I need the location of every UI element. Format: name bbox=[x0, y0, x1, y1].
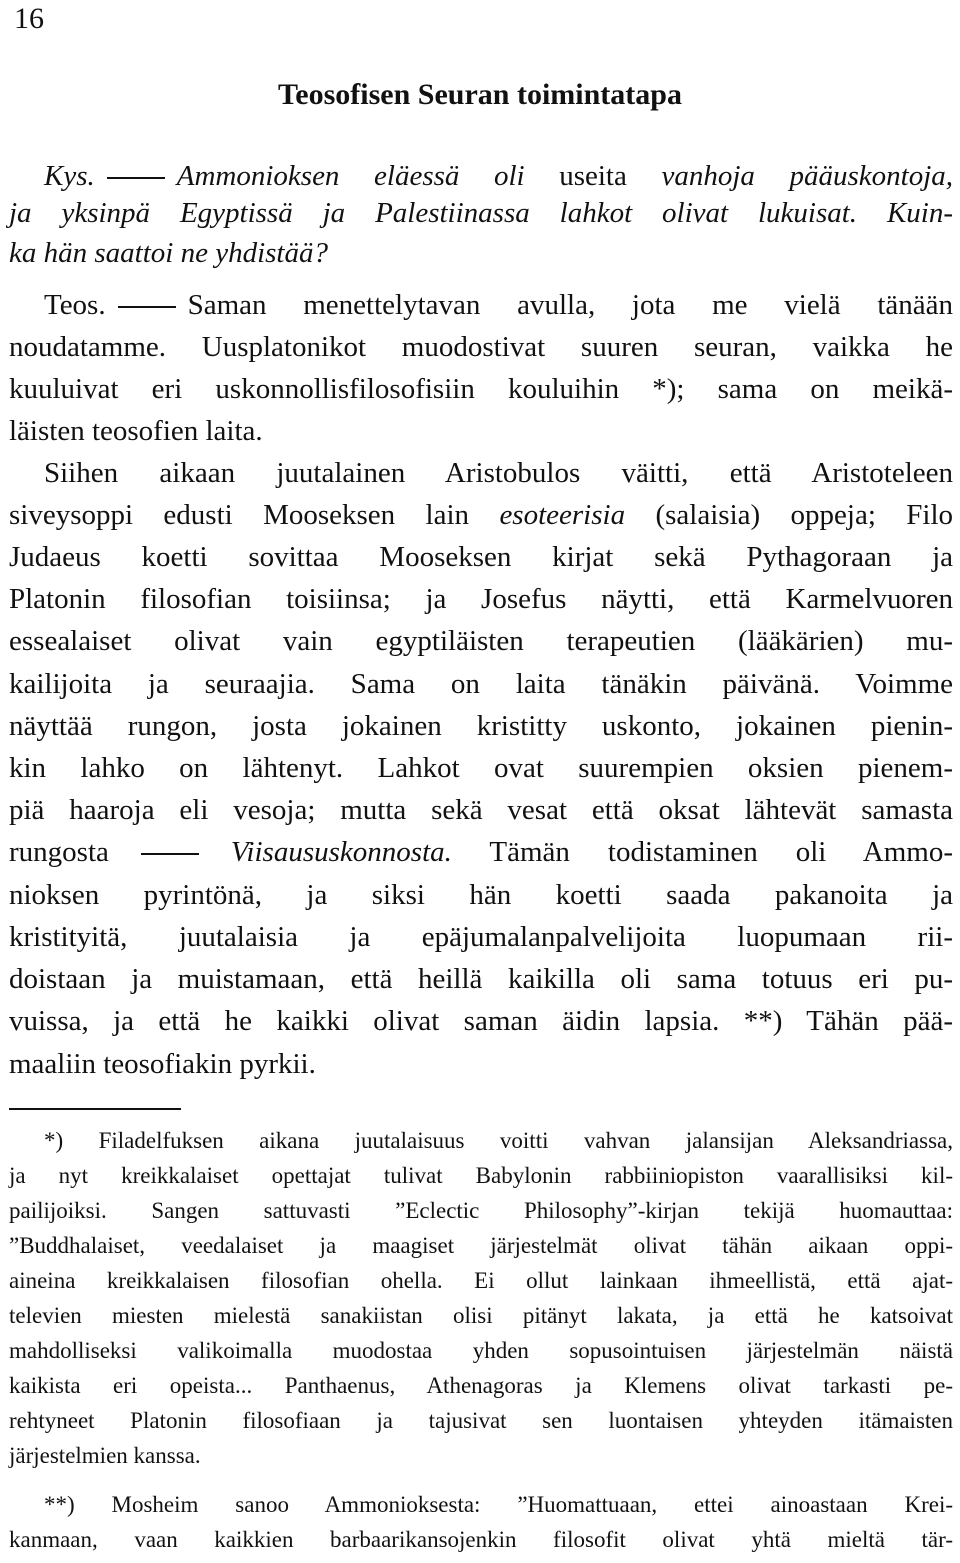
footnote-line: mahdolliseksi valikoimalla muodostaa yhden sopusointuisen järjestelmän näistä bbox=[9, 1338, 953, 1363]
em-dash bbox=[118, 306, 176, 308]
body-line: ja yksinpä Egyptissä ja Palestiinassa lahkot olivat lukuisat. Kuin- bbox=[9, 197, 953, 229]
footnote-line: *) Filadelfuksen aikana juutalaisuus voitti vahvan jalansijan Aleksandriassa, bbox=[44, 1128, 953, 1153]
body-line: Platonin filosofian toisiinsa; ja Josefus näytti, että Karmelvuoren bbox=[9, 583, 953, 615]
footnote-line: pailijoiksi. Sangen sattuvasti ”Eclectic Philosophy”-kirjan tekijä huomauttaa: bbox=[9, 1198, 953, 1223]
footnote-line: järjestelmien kanssa. bbox=[9, 1443, 201, 1468]
body-line: maaliin teosofiakin pyrkii. bbox=[9, 1048, 316, 1080]
footnote-line: ja nyt kreikkalaiset opettajat tulivat Babylonin rabbiiniopiston vaarallisiksi kil- bbox=[9, 1163, 953, 1188]
section-title: Teosofisen Seuran toimintatapa bbox=[278, 78, 682, 111]
em-dash bbox=[141, 853, 199, 855]
footnote-line: kanmaan, vaan kaikkien barbaarikansojenkin filosofit olivat yhtä mieltä tär- bbox=[9, 1527, 953, 1552]
footnote-line: kaikista eri opeista... Panthaenus, Athenagoras ja Klemens olivat tarkasti pe- bbox=[9, 1373, 953, 1398]
body-line: kuuluivat eri uskonnollisfilosofisiin kouluihin *); sama on meikä- bbox=[9, 373, 953, 405]
body-line: essealaiset olivat vain egyptiläisten terapeutien (lääkärien) mu- bbox=[9, 625, 953, 657]
page-number: 16 bbox=[14, 2, 44, 35]
body-line: doistaan ja muistamaan, että heillä kaikilla oli sama totuus eri pu- bbox=[9, 963, 953, 995]
body-line: vuissa, ja että he kaikki olivat saman äidin lapsia. **) Tähän pää- bbox=[9, 1005, 953, 1037]
body-line: ka hän saattoi ne yhdistää? bbox=[9, 237, 328, 269]
footnote-line: rehtyneet Platonin filosofiaan ja tajusivat sen luontaisen yhteyden itämaisten bbox=[9, 1408, 953, 1433]
body-line: piä haaroja eli vesoja; mutta sekä vesat että oksat lähtevät samasta bbox=[9, 794, 953, 826]
body-line: Teos. Saman menettelytavan avulla, jota me vielä tänään bbox=[44, 289, 953, 321]
footnote-line: **) Mosheim sanoo Ammonioksesta: ”Huomattuaan, ettei ainoastaan Krei- bbox=[44, 1492, 953, 1517]
body-line: nioksen pyrintönä, ja siksi hän koetti saada pakanoita ja bbox=[9, 879, 953, 911]
footnote-separator bbox=[9, 1108, 181, 1110]
em-dash bbox=[107, 177, 165, 179]
footnote-line: aineina kreikkalaisen filosofian ohella. Ei ollut lainkaan ihmeellistä, että ajat- bbox=[9, 1268, 953, 1293]
footnote-line: ”Buddhalaiset, veedalaiset ja maagiset järjestelmät olivat tähän aikaan oppi- bbox=[9, 1233, 953, 1258]
body-line: läisten teosofien laita. bbox=[9, 415, 263, 447]
body-line: Kys. Ammonioksen eläessä oli useita vanhoja pääuskontoja, bbox=[44, 160, 953, 192]
body-line: Judaeus koetti sovittaa Mooseksen kirjat sekä Pythagoraan ja bbox=[9, 541, 953, 573]
body-line: siveysoppi edusti Mooseksen lain esoteerisia (salaisia) oppeja; Filo bbox=[9, 499, 954, 531]
body-line: näyttää rungon, josta jokainen kristitty uskonto, jokainen pienin- bbox=[9, 710, 953, 742]
footnote-line: televien miesten mielestä sanakiistan olisi pitänyt lakata, ja että he katsoivat bbox=[9, 1303, 953, 1328]
body-line: Siihen aikaan juutalainen Aristobulos väitti, että Aristoteleen bbox=[44, 457, 953, 489]
body-line: noudatamme. Uusplatonikot muodostivat suuren seuran, vaikka he bbox=[9, 331, 953, 363]
body-line: kristityitä, juutalaisia ja epäjumalanpalvelijoita luopumaan rii- bbox=[9, 921, 953, 953]
body-line: kin lahko on lähtenyt. Lahkot ovat suurempien oksien pienem- bbox=[9, 752, 953, 784]
body-line: rungosta Viisaususkonnosta. Tämän todistaminen oli Ammo- bbox=[9, 836, 953, 868]
body-line: kailijoita ja seuraajia. Sama on laita tänäkin päivänä. Voimme bbox=[9, 668, 953, 700]
